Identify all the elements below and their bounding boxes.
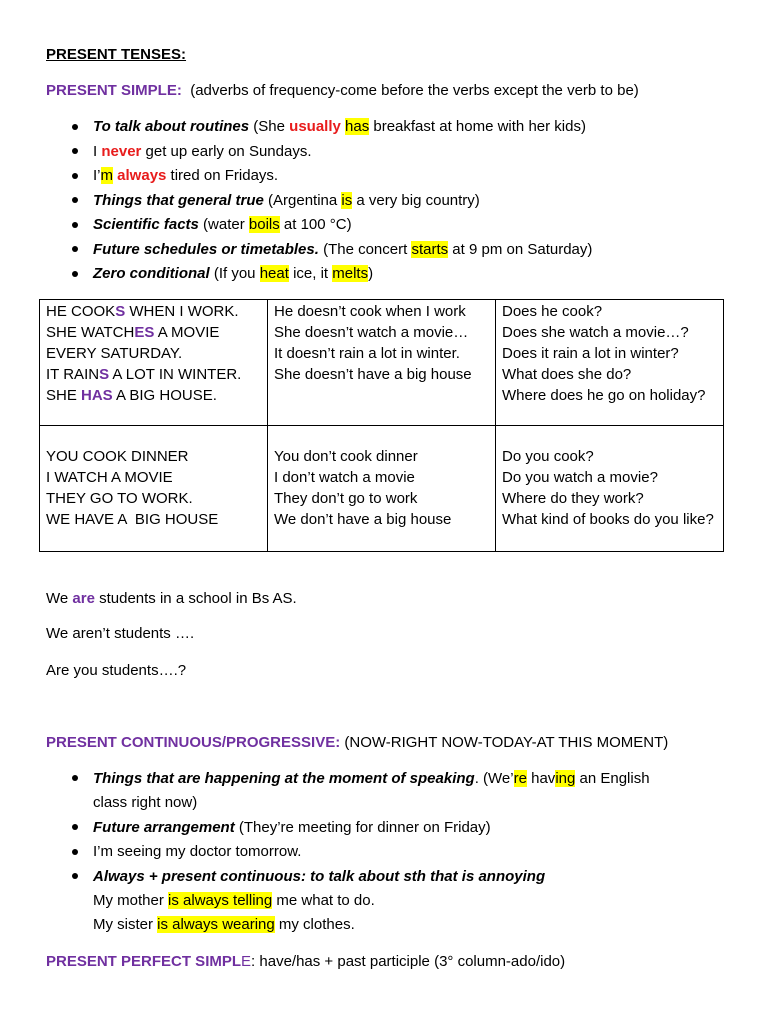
text-span: My mother: [93, 892, 169, 909]
text-span: ing: [555, 770, 576, 787]
text-span: WE HAVE A BIG HOUSE: [46, 511, 219, 528]
text-span: a very big country): [352, 192, 480, 209]
text-span: (They’re meeting for dinner on Friday): [234, 819, 491, 836]
negative-cell: [268, 300, 496, 426]
question-cell: [496, 426, 724, 552]
to-be-affirmative: [46, 587, 297, 611]
text-span: He doesn’t cook when I work: [274, 303, 466, 320]
bullet-icon: [72, 775, 78, 781]
text-span: Scientific facts: [93, 216, 199, 233]
text-span: m: [100, 167, 113, 184]
text-span: SHE: [46, 387, 82, 404]
text-span: What kind of books do you like?: [502, 511, 714, 528]
text-span: E: [241, 953, 252, 970]
text-span: S: [115, 303, 126, 320]
page-title: PRESENT TENSES:: [46, 46, 187, 63]
text-span: She doesn’t watch a movie…: [274, 324, 469, 341]
present-perfect-heading: PRESENT PERFECT SIMPL: [46, 953, 242, 970]
bullet-icon: [72, 873, 78, 879]
text-span: me what to do.: [272, 892, 375, 909]
text-span: breakfast at home with her kids): [369, 118, 586, 135]
text-span: re: [513, 770, 527, 787]
text-span: tired on Fridays.: [166, 167, 279, 184]
text-span: HE COOK: [46, 303, 116, 320]
text-span: Does she watch a movie…?: [502, 324, 689, 341]
list-item: [93, 767, 650, 791]
text-span: has: [345, 118, 370, 135]
to-be-negative: We aren’t students ….: [46, 625, 195, 642]
text-span: They don’t go to work: [274, 490, 418, 507]
example-sentence: [93, 913, 355, 937]
text-span: S: [99, 366, 110, 383]
text-span: SHE WATCH: [46, 324, 135, 341]
text-span: at 9 pm on Saturday): [448, 241, 593, 258]
bullet-icon: [72, 271, 78, 277]
list-item: [93, 140, 312, 164]
bullet-icon: [72, 849, 78, 855]
text-span: I’: [93, 167, 101, 184]
text-span: She doesn’t have a big house: [274, 366, 472, 383]
table-row: [40, 300, 724, 426]
present-perfect-note: : have/has + past participle (3° column-ado/ido): [251, 953, 566, 970]
bullet-icon: [72, 173, 78, 179]
list-item: [93, 213, 352, 237]
question-cell: [496, 300, 724, 426]
text-span: (Argentina: [263, 192, 342, 209]
text-span: My sister: [93, 916, 158, 933]
present-continuous-note: (NOW-RIGHT NOW-TODAY-AT THIS MOMENT): [340, 734, 669, 751]
text-span: are: [72, 590, 95, 607]
text-span: boils: [248, 216, 280, 233]
present-simple-note: (adverbs of frequency-come before the verbs except the verb to be): [190, 82, 639, 99]
text-span: WHEN I WORK.: [125, 303, 239, 320]
text-span: Always + present continuous: to talk about sth that is annoying: [93, 868, 546, 885]
present-simple-header: [46, 79, 639, 103]
list-item-continuation: class right now): [93, 794, 198, 811]
text-span: Where do they work?: [502, 490, 644, 507]
negative-cell: [268, 426, 496, 552]
text-span: hav: [526, 770, 556, 787]
list-item: [93, 262, 373, 286]
text-span: I WATCH A MOVIE: [46, 469, 173, 486]
present-continuous-header: [46, 731, 668, 755]
text-span: at 100 °C): [279, 216, 352, 233]
text-span: We: [46, 590, 73, 607]
text-span: heat: [259, 265, 289, 282]
example-sentence: [93, 889, 375, 913]
text-span: never: [101, 143, 142, 160]
bullet-icon: [72, 222, 78, 228]
text-span: HAS: [81, 387, 113, 404]
text-span: (The concert: [318, 241, 412, 258]
text-span: I don’t watch a movie: [274, 469, 415, 486]
text-span: starts: [411, 241, 449, 258]
present-perfect-header: [46, 950, 565, 974]
text-span: You don’t cook dinner: [274, 448, 418, 465]
text-span: Zero conditional: [93, 265, 210, 282]
text-span: is: [341, 192, 353, 209]
text-span: my clothes.: [274, 916, 355, 933]
text-span: What does she do?: [502, 366, 632, 383]
text-span: A BIG HOUSE.: [112, 387, 217, 404]
text-span: Where does he go on holiday?: [502, 387, 706, 404]
text-span: A LOT IN WINTER.: [109, 366, 242, 383]
text-span: an English: [575, 770, 650, 787]
text-span: ice, it: [288, 265, 333, 282]
affirmative-cell: [40, 300, 268, 426]
text-span: Future schedules or timetables.: [93, 241, 319, 258]
text-span: Does he cook?: [502, 303, 603, 320]
bullet-icon: [72, 124, 78, 130]
text-span: A MOVIE: [154, 324, 220, 341]
bullet-icon: [72, 148, 78, 154]
text-span: I: [93, 143, 102, 160]
text-span: ): [368, 265, 374, 282]
text-span: (If you: [209, 265, 260, 282]
text-span: THEY GO TO WORK.: [46, 490, 193, 507]
text-span: melts: [332, 265, 369, 282]
text-span: . (We’: [474, 770, 514, 787]
list-item: [93, 189, 480, 213]
text-span: YOU COOK DINNER: [46, 448, 189, 465]
text-span: We don’t have a big house: [274, 511, 452, 528]
list-item: [93, 816, 491, 840]
bullet-icon: [72, 824, 78, 830]
text-span: IT RAIN: [46, 366, 100, 383]
bullet-icon: [72, 246, 78, 252]
text-span: get up early on Sundays.: [141, 143, 312, 160]
text-span: usually: [289, 118, 341, 135]
text-span: Things that general true: [93, 192, 264, 209]
text-span: always: [117, 167, 167, 184]
bullet-icon: [72, 197, 78, 203]
list-item: [93, 238, 592, 262]
present-continuous-heading: PRESENT CONTINUOUS/PROGRESSIVE:: [46, 734, 341, 751]
affirmative-cell: [40, 426, 268, 552]
text-span: Does it rain a lot in winter?: [502, 345, 679, 362]
list-item: [93, 115, 586, 139]
list-item: [93, 164, 278, 188]
list-item: I’m seeing my doctor tomorrow.: [93, 843, 302, 860]
text-span: students in a school in Bs AS.: [94, 590, 297, 607]
text-span: (water: [198, 216, 249, 233]
text-span: Do you watch a movie?: [502, 469, 658, 486]
text-span: Things that are happening at the moment of speaking: [93, 770, 475, 787]
text-span: (She: [249, 118, 290, 135]
text-span: EVERY SATURDAY.: [46, 345, 183, 362]
conjugation-table: [39, 299, 724, 552]
present-simple-heading: PRESENT SIMPLE:: [46, 82, 182, 99]
text-span: is always wearing: [157, 916, 275, 933]
text-span: Future arrangement: [93, 819, 235, 836]
text-span: It doesn’t rain a lot in winter.: [274, 345, 460, 362]
to-be-question: Are you students….?: [46, 662, 187, 679]
table-row: [40, 426, 724, 552]
text-span: is always telling: [168, 892, 273, 909]
text-span: Do you cook?: [502, 448, 594, 465]
text-span: ES: [134, 324, 155, 341]
list-item: [93, 865, 545, 889]
text-span: To talk about routines: [93, 118, 250, 135]
